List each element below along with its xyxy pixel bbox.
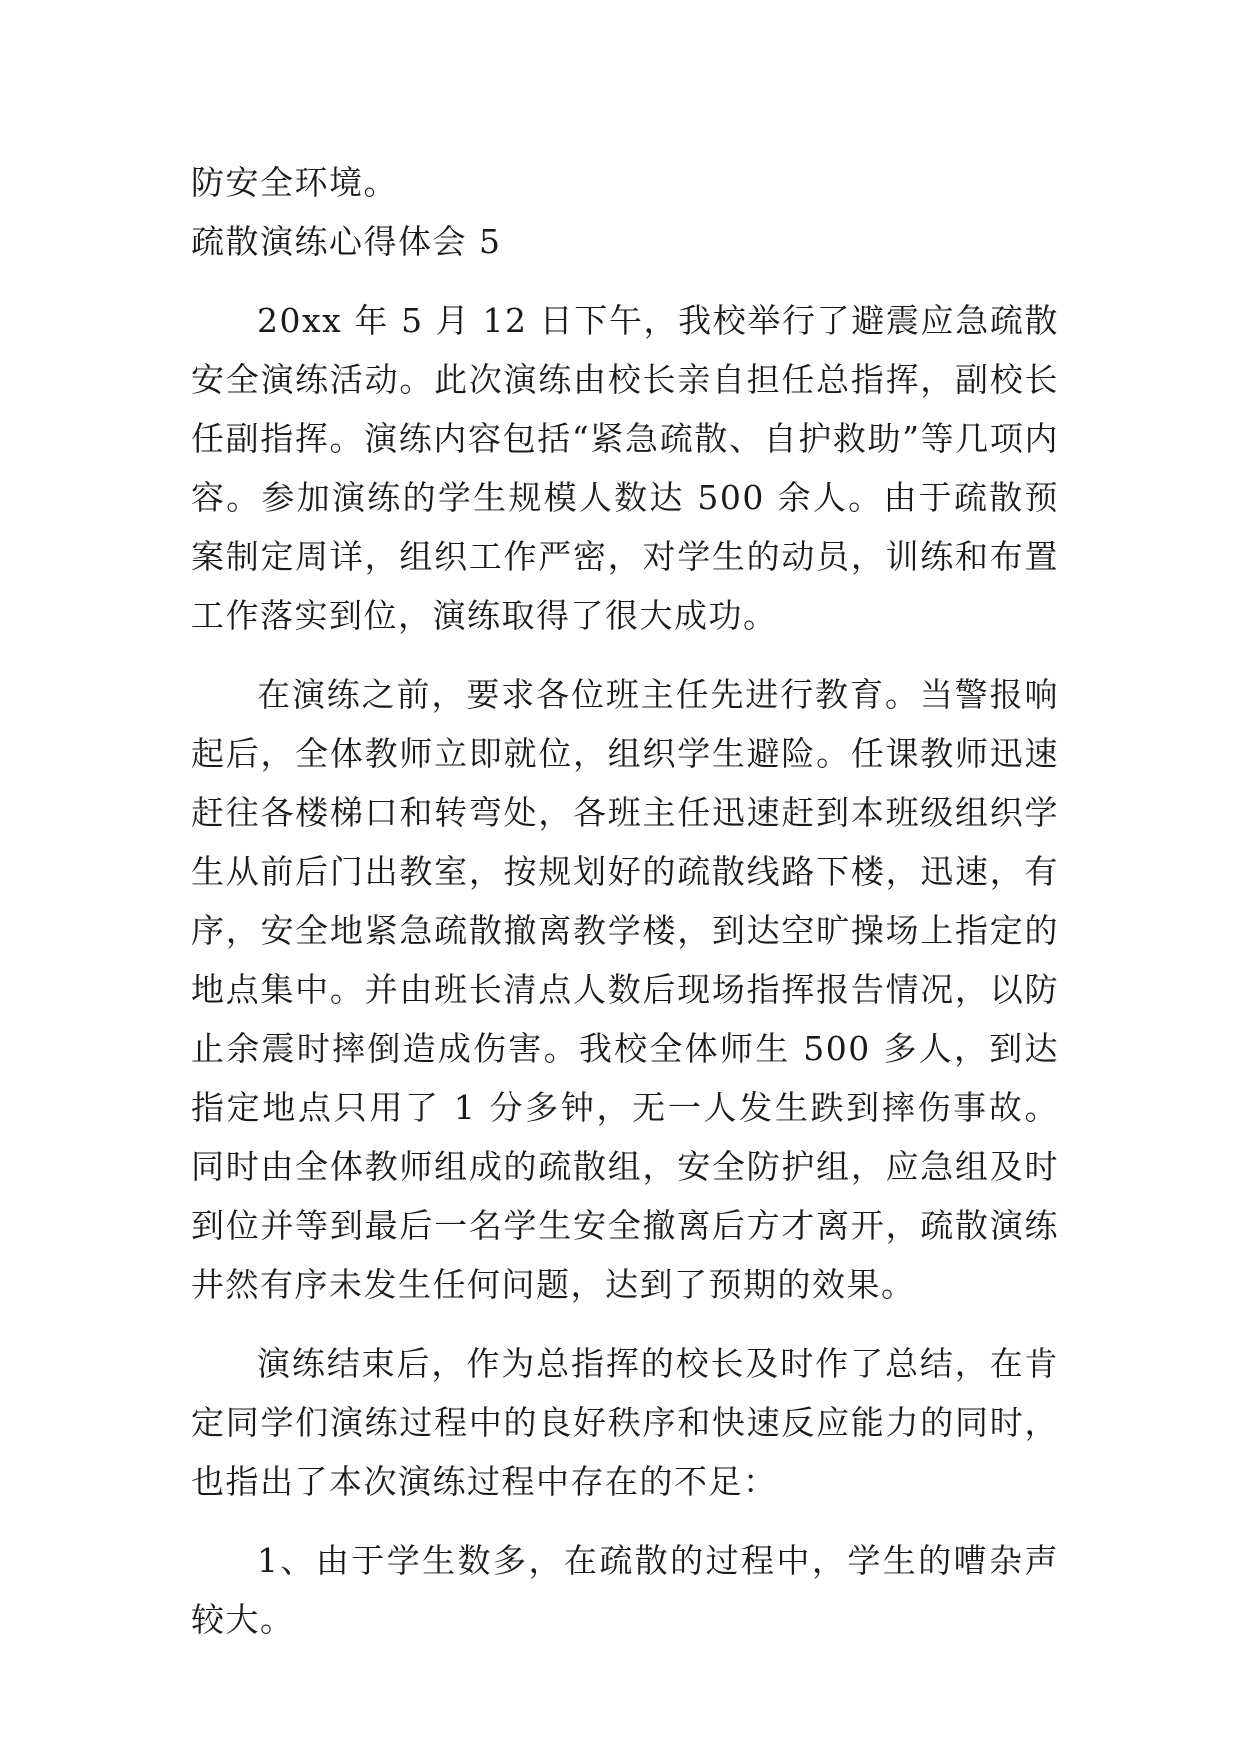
paragraph-1: 20xx 年 5 月 12 日下午，我校举行了避震应急疏散安全演练活动。此次演练由校长亲自担任总指挥，副校长任副指挥。演练内容包括“紧急疏散、自护救助”等几项内容。参加演练的学生规模人数达 500 余人。由于疏散预案制定周详，组织工作严密，对学生的动员，训练和布置工作落实到位，演练取得了很大成功。: [191, 301, 1059, 635]
document-page: [191, 153, 1059, 1669]
paragraph-2: 在演练之前，要求各位班主任先进行教育。当警报响起后，全体教师立即就位，组织学生避险。任课教师迅速赶往各楼梯口和转弯处，各班主任迅速赶到本班级组织学生从前后门出教室，按规划好的疏散线路下楼，迅速，有序，安全地紧急疏散撤离教学楼，到达空旷操场上指定的地点集中。并由班长清点人数后现场指挥报告情况，以防止余震时摔倒造成伤害。我校全体师生 500 多人，到达指定地点只用了 1 分多钟，无一人发生跌到摔伤事故。同时由全体教师组成的疏散组，安全防护组，应急组及时到位并等到最后一名学生安全撤离后方才离开，疏散演练井然有序未发生任何问题，达到了预期的效果。: [191, 675, 1059, 1304]
paragraph-3: 演练结束后，作为总指挥的校长及时作了总结，在肯定同学们演练过程中的良好秩序和快速反应能力的同时，也指出了本次演练过程中存在的不足：: [191, 1344, 1059, 1501]
section-title: 疏散演练心得体会 5: [191, 222, 502, 261]
paragraph-4: 1、由于学生数多，在疏散的过程中，学生的嘈杂声较大。: [191, 1541, 1059, 1639]
continued-text: 防安全环境。: [191, 163, 398, 202]
